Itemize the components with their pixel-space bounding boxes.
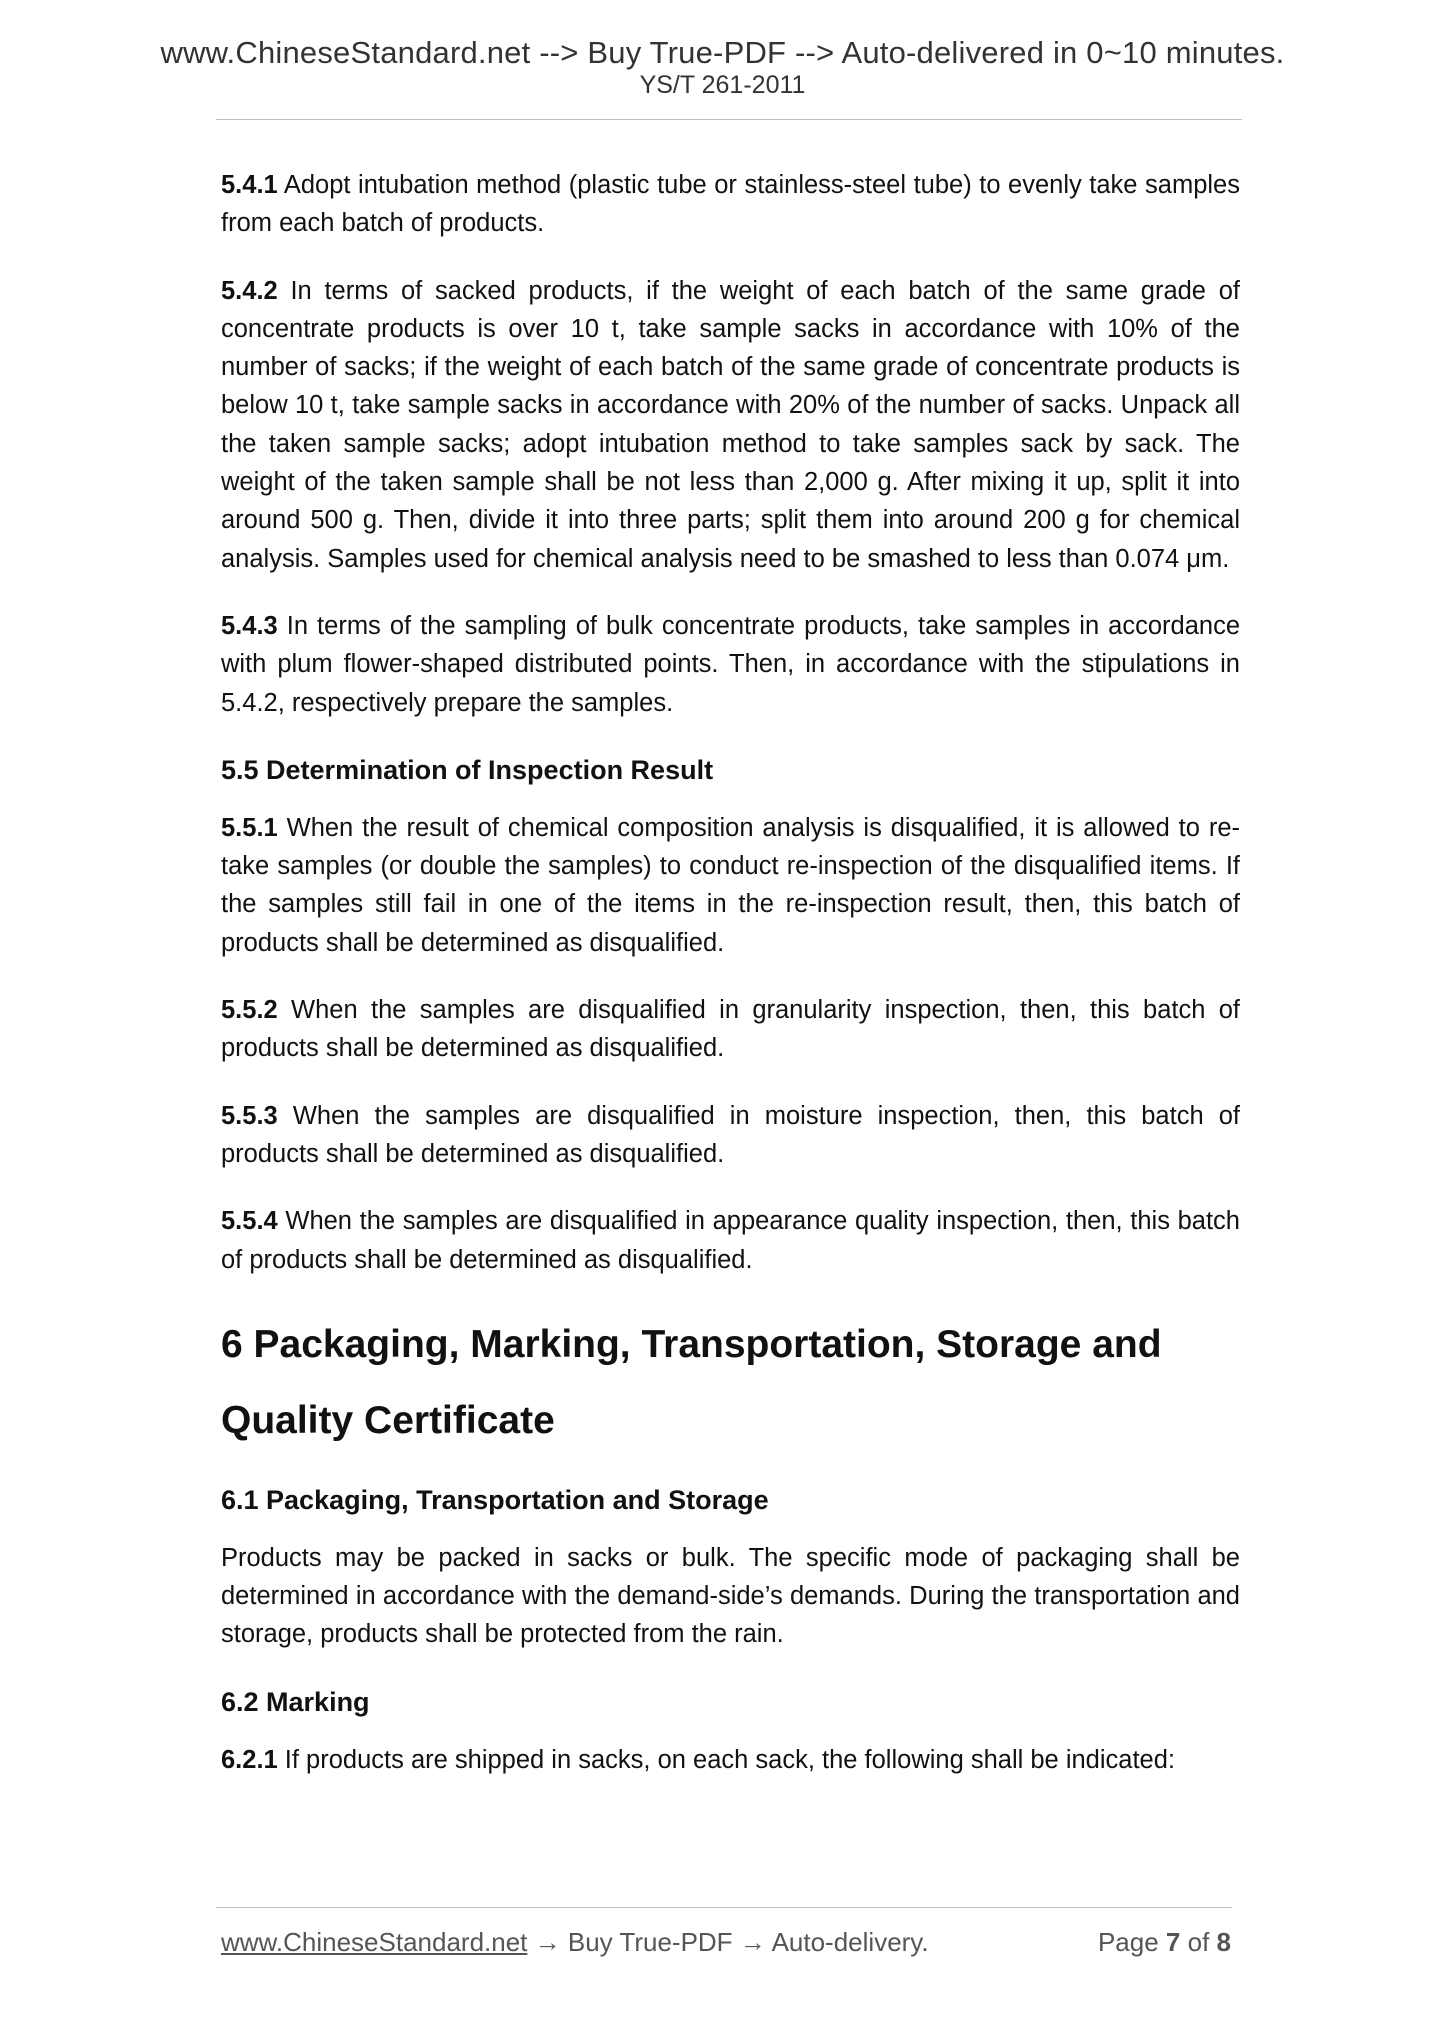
clause-number: 5.5.4 [221,1207,278,1236]
clause-text: When the samples are disqualified in moisture inspection, then, this batch of products shall be determined as disqualified. [221,1101,1240,1168]
clause-6-1: Products may be packed in sacks or bulk. The specific mode of packaging shall be determined in accordance with the demand-side’s demands. During the transportation and storage, products shall be protected from the rain. [221,1543,1240,1649]
clause-text: Adopt intubation method (plastic tube or stainless-steel tube) to evenly take samples from each batch of products. [221,171,1240,238]
clause-5-5-2 [221,991,1240,1068]
clause-5-5-4 [221,1202,1240,1279]
document-body [221,166,1240,1779]
clause-number: 5.4.3 [221,611,278,640]
chapter-heading-6-line-2: Quality Certificate [221,1398,555,1442]
clause-text: When the samples are disqualified in appearance quality inspection, then, this batch of products shall be determined as disqualified. [221,1207,1240,1274]
clause-text: When the samples are disqualified in granularity inspection, then, this batch of products shall be determined as disqualified. [221,996,1240,1063]
section-heading-6-2: 6.2 Marking [221,1686,370,1717]
section-heading-6-1: 6.1 Packaging, Transportation and Storage [221,1484,769,1515]
clause-text: When the result of chemical composition analysis is disqualified, it is allowed to re-take samples (or double the samples) to conduct re-inspection of the disqualified items. If the samples still fail in one of the items in the re-inspection result, then, this batch of products shall be determined as disqualified. [221,813,1240,957]
header-divider [216,119,1242,120]
page-total: 8 [1216,1927,1231,1957]
clause-number: 5.5.2 [221,996,278,1025]
clause-5-4-1 [221,166,1240,243]
clause-6-2-1 [221,1741,1240,1779]
clause-5-5-1 [221,809,1240,962]
standard-code: YS/T 261-2011 [639,71,806,99]
clause-text: If products are shipped in sacks, on each sack, the following shall be indicated: [277,1745,1175,1774]
footer-site-link[interactable]: www.ChineseStandard.net [221,1927,528,1957]
clause-text: In terms of the sampling of bulk concentrate products, take samples in accordance with plum flower-shaped distributed points. Then, in accordance with the stipulations in 5.4.2, respectively prepare the samples. [221,611,1240,717]
clause-5-4-2 [221,272,1240,578]
section-heading-5-5: 5.5 Determination of Inspection Result [221,754,714,785]
page-label: Page [1097,1927,1159,1957]
footer-divider [216,1907,1232,1908]
top-banner[interactable]: www.ChineseStandard.net --> Buy True-PDF --> Auto-delivered in 0~10 minutes. [160,35,1285,70]
chapter-heading-6-line-1: 6 Packaging, Marking, Transportation, Storage and [221,1322,1162,1366]
footer-tagline: → Buy True-PDF → Auto-delivery. [527,1927,929,1957]
clause-number: 5.4.2 [221,276,278,305]
clause-number: 5.5.1 [221,813,278,842]
clause-5-4-3 [221,607,1240,722]
clause-number: 5.4.1 [221,171,278,199]
page-footer [221,1924,1231,1960]
clause-5-5-3 [221,1097,1240,1174]
page-indicator [1098,1924,1231,1960]
page-of-label: of [1187,1927,1210,1957]
clause-text: In terms of sacked products, if the weight of each batch of the same grade of concentrate products is over 10 t, take sample sacks in accordance with 10% of the number of sacks; if the weight of each batch of the same grade of concentrate products is below 10 t, take sample sacks in accordance with 20% of the number of sacks. Unpack all the taken sample sacks; adopt intubation method to take samples sack by sack. The weight of the taken sample shall be not less than 2,000 g. After mixing it up, split it into around 500 g. Then, divide it into three parts; split them into around 200 g for chemical analysis. Samples used for chemical analysis need to be smashed to less than 0.074 μm. [221,276,1240,573]
clause-number: 5.5.3 [221,1101,278,1130]
clause-number: 6.2.1 [221,1745,278,1774]
page-number: 7 [1165,1927,1181,1957]
